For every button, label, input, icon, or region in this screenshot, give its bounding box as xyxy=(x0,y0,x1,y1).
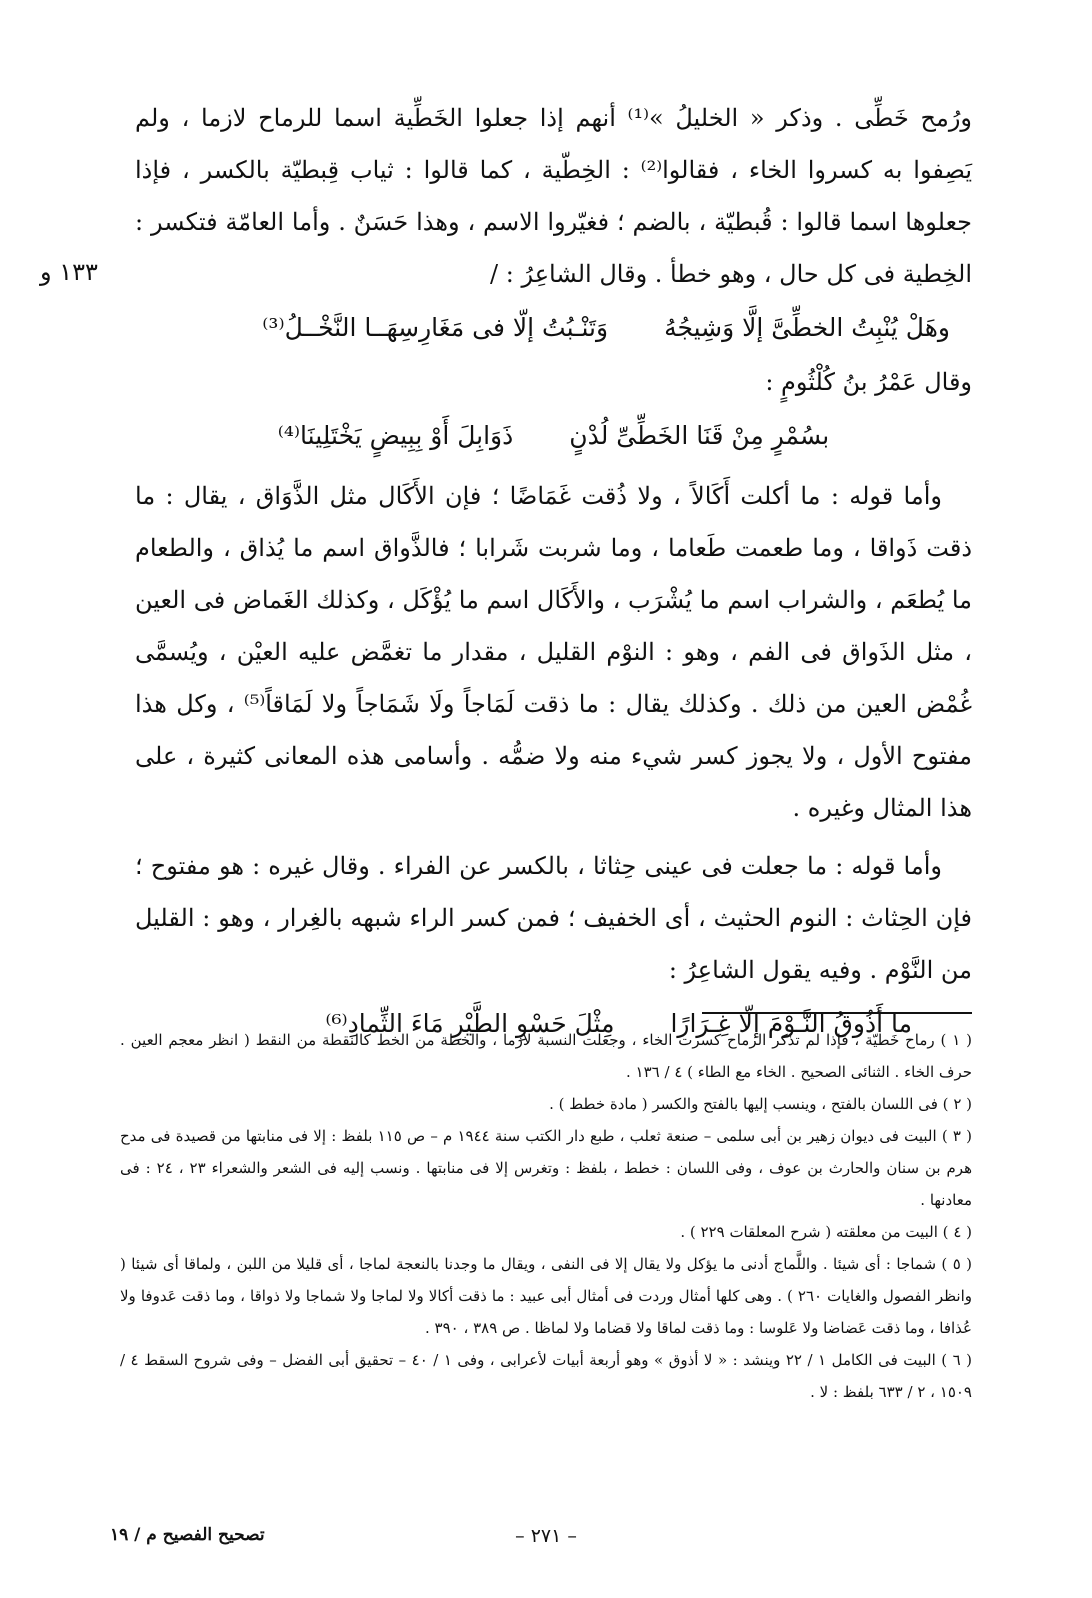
paragraph: ورُمح خَطِّى . وذكر « الخليلُ »⁽¹⁾ أنهم إذا جعلوا الخَطِّية اسما للرماح لازما ، ولم يَصِفوا به كسروا الخاء ، فقالوا⁽²⁾ : الخِطّية ، كما قالوا : ثياب قِبطيّة بالكسر ، فإذا جعلوها اسما قالوا : قُبطيّة ، بالضم ؛ فغيّروا الاسم ، وهذا حَسَنٌ . وأما العامّة فتكسر : الخِطية فى كل حال ، وهو خطأ . وقال الشاعِرُ : / xyxy=(135,104,972,288)
manuscript-folio-note: ١٣٣ و xyxy=(40,258,98,286)
verse-hemistich: بسُمْرٍ مِنْ قَنَا الخَطِّىِّ لُدْنٍ xyxy=(569,421,830,450)
paragraph: وقال عَمْرُ بنُ كُلْثُومٍ : xyxy=(765,368,972,396)
footnote: ( ٢ ) فى اللسان بالفتح ، وينسب إليها بالفتح والكسر ( مادة خطط ) . xyxy=(549,1095,972,1113)
footnotes xyxy=(120,1024,972,1408)
printer-signature: تصحيح الفصيح م / ١٩ xyxy=(110,1525,265,1545)
footnote: ( ٥ ) شماجا : أى شيئا . واللَّماج أدنى ما يؤكل ولا يقال إلا فى النفى ، ويقال ما وجدنا بالنعجة لماجا ، أى قليلا من اللبن ، ولماقا أى شيئا ( وانظر الفصول والغايات ٢٦٠ ) . وهى كلها أمثال وردت فى أمثال أبى عبيد : ما ذقت أكالا ولا لماجا ولا شماجا ولا ذواقا ، وما ذقت عَدوفا ولا عُذافا ، وما ذقت عَضاضا ولا عَلوسا : وما ذقت لماقا ولا قضاما ولا لماظا . ص ٣٨٩ ، ٣٩٠ . xyxy=(120,1255,973,1337)
verse-hemistich: وهَلْ يُنْبِتُ الخطِّىَّ إلَّا وَشِيجُهُ xyxy=(664,313,950,342)
verse-hemistich: وَتَنْـبُتُ إلّا فى مَغَارِسِهَــا النَّخْــلُ⁽³⁾ xyxy=(262,313,609,342)
verse-line xyxy=(135,408,972,464)
footnote: ( ٦ ) البيت فى الكامل ١ / ٢٢ وينشد : « لا أذوق » وهو أربعة أبيات لأعرابى ، وفى ١ / ٤٠ – تحقيق أبى الفضل – وفى شروح السقط ٤ / ١٥٠٩ ، ٢ / ٦٣٣ بلفظ : لا . xyxy=(120,1351,972,1401)
verse-line xyxy=(135,300,972,356)
page-number: – ٢٧١ – xyxy=(515,1525,577,1547)
verse-hemistich: مِثْلَ حَسْوِ الطَّيْرِ مَاءَ الثِّمادِ⁽⁶⁾ xyxy=(325,1009,615,1038)
footnote: ( ٣ ) البيت فى ديوان زهير بن أبى سلمى – صنعة ثعلب ، طبع دار الكتب سنة ١٩٤٤ م – ص ١١٥ بلفظ : إلا فى منابتها من قصيدة فى مدح هرم بن سنان والحارث بن عوف ، وفى اللسان : خطط ، بلفظ : وتغرس إلا فى منابتها . ونسب إليه فى الشعر والشعراء ٢٣ ، ٢٤ : فى معادنها . xyxy=(120,1127,972,1209)
verse-hemistich: ذَوَابِلَ أَوْ بِبِيضٍ يَخْتَلِينَا⁽⁴⁾ xyxy=(277,421,514,450)
verse-hemistich: ما أَذُوقُ النَّـوْمَ إلّا غِـرَارًا xyxy=(670,1009,912,1038)
main-text xyxy=(135,92,972,1052)
footnote: ( ١ ) رماح خَطيّة ، فإذا لم تذكر الرماح كسرت الخاء ، وجعلت النسبة لازما ، والخطة من الخط كالنقطة من النقط ( انظر معجم العين . حرف الخاء . الثنائى الصحيح . الخاء مع الطاء ) ٤ / ١٣٦ . xyxy=(120,1031,972,1081)
footnote-divider xyxy=(702,1012,972,1014)
page-footer xyxy=(0,1525,1092,1555)
paragraph: وأما قوله : ما جعلت فى عينى حِثاثا ، بالكسر عن الفراء . وقال غيره : هو مفتوح ؛ فإن الحِثاث : النوم الحثيث ، أى الخفيف ؛ فمن كسر الراء شبهه بالغِرار ، وهو : القليل من النَّوْم . وفيه يقول الشاعِرُ : xyxy=(135,852,972,984)
footnote: ( ٤ ) البيت من معلقته ( شرح المعلقات ٢٢٩ ) . xyxy=(680,1223,972,1241)
paragraph: وأما قوله : ما أكلت أَكَالاً ، ولا ذُقت غَمَاضًا ؛ فإن الأَكَال مثل الذَّوَاق ، يقال : ما ذقت ذَواقا ، وما طعمت طَعاما ، وما شربت شَرابا ؛ فالذَّواق اسم ما يُذاق ، والطعام ما يُطعَم ، والشراب اسم ما يُشْرَب ، والأَكَال اسم ما يُؤْكَل ، وكذلك الغَماض فى العين ، مثل الذَواق فى الفم ، وهو : النوْم القليل ، مقدار ما تغمَّض عليه العيْن ، ويُسمَّى غُمْض العين من ذلك . وكذلك يقال : ما ذقت لَمَاجاً ولَا شَمَاجاً ولا لَمَاقاً⁽⁵⁾ ، وكل هذا مفتوح الأول ، ولا يجوز كسر شيء منه ولا ضمُّه . وأسامى هذه المعانى كثيرة ، على هذا المثال وغيره . xyxy=(135,482,973,822)
